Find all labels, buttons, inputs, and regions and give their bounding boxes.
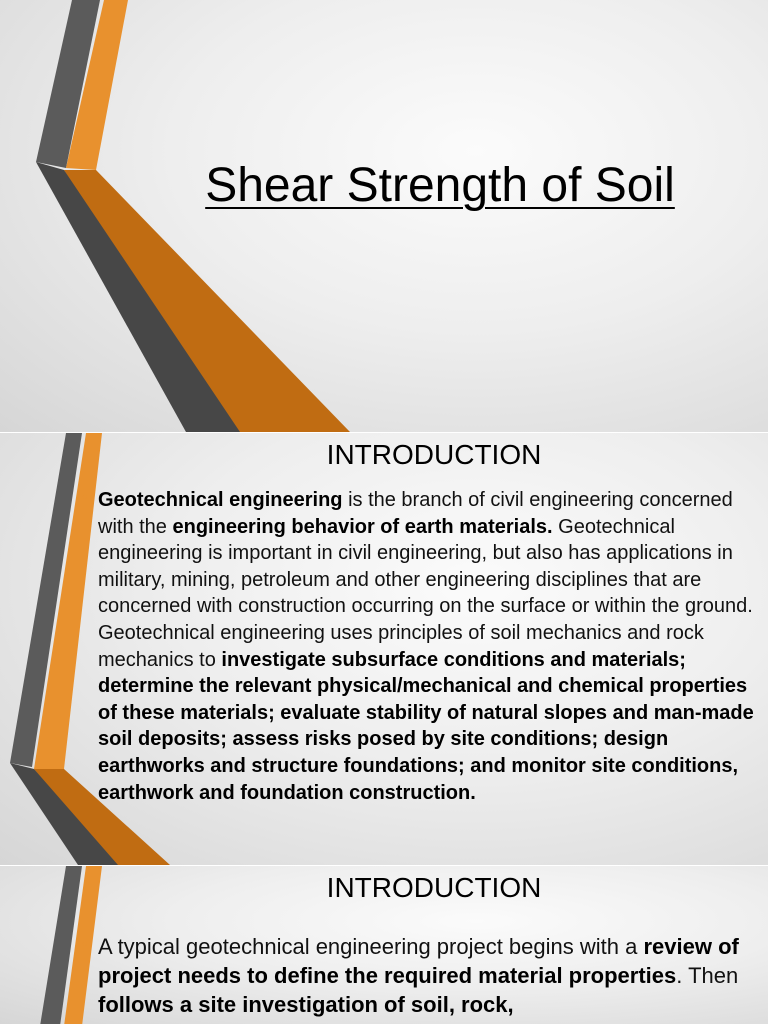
text-run: Geotechnical engineering (98, 489, 343, 511)
slide-heading: INTRODUCTION (326, 872, 542, 903)
text-run: engineering behavior of earth materials. (172, 515, 553, 538)
slide-heading: INTRODUCTION (326, 439, 542, 470)
slide-decoration (0, 0, 768, 432)
text-run: review of project needs to define the required material properties (98, 934, 739, 988)
text-run: A typical geotechnical engineering project begins with a (98, 934, 644, 959)
bullet-paragraph (82, 487, 762, 806)
text-run: follows a site investigation of soil, rock, (98, 992, 514, 1017)
bullet-icon: • (82, 936, 88, 953)
slide-title: Shear Strength of Soil (205, 159, 675, 212)
intro-slide (0, 433, 768, 865)
title-slide (0, 0, 768, 432)
text-run: investigate subsurface conditions and materials; determine the relevant physical/mechanical and chemical properties of these materials; evaluate stability of natural slopes and man-made soil deposits; assess risks posed by site conditions; design earthworks and structure foundations; and monitor site conditions, earthwork and foundation construction. (98, 648, 754, 804)
bullet-icon: • (82, 489, 88, 506)
bullet-paragraph (82, 932, 758, 1019)
intro-slide-2 (0, 866, 768, 1024)
text-run: Geotechnical engineering is important in civil engineering, but also has applications in military, mining, petroleum and other engineering disciplines that are concerned with construction occurring on the surface or within the ground. Geotechnical engineering uses principles of soil mechanics and rock mechanics to (98, 515, 753, 671)
text-run: . Then (676, 963, 739, 988)
text-run: is the branch of civil engineering concerned with the (98, 489, 733, 538)
